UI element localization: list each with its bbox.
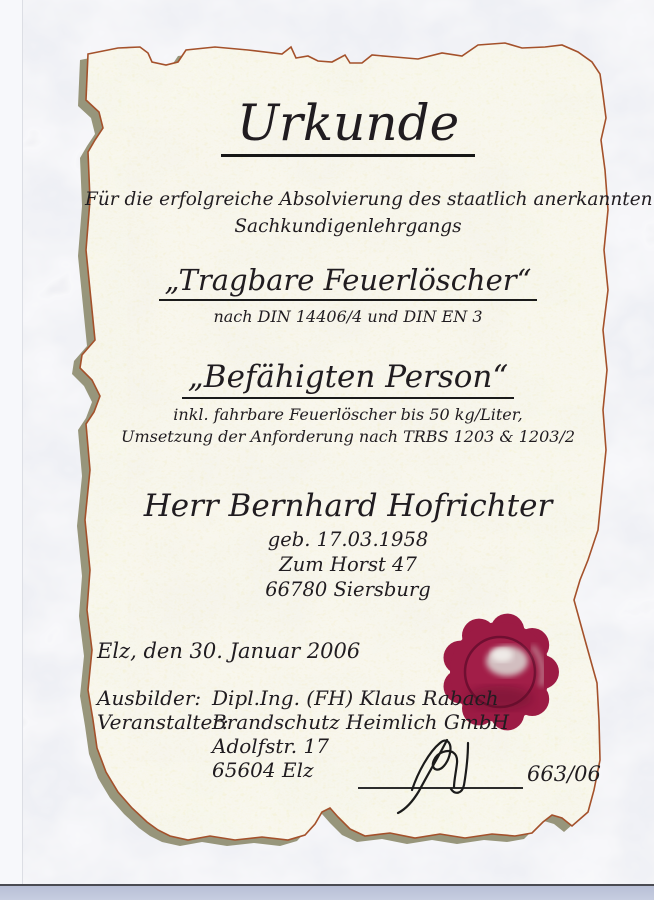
trainer-name: Dipl.Ing. (FH) Klaus Rabach [212,686,499,710]
organizer-label: Veranstalter: [97,710,229,734]
place-and-date: Elz, den 30. Januar 2006 [97,639,361,663]
recipient-city: 66780 Siersburg [265,578,431,601]
recipient-name: Herr Bernhard Hofrichter [143,488,553,524]
course-title [85,263,611,301]
intro-line-2: Sachkundigenlehrgangs [234,216,462,237]
organizer-name: Brandschutz Heimlich GmbH [212,710,510,734]
recipient-birthdate: geb. 17.03.1958 [267,528,429,551]
qualification-title [85,359,611,399]
certificate-title-text: Urkunde [221,98,475,157]
recipient-street: Zum Horst 47 [279,553,417,576]
organizer-street: Adolfstr. 17 [212,734,329,758]
certificate-title [85,94,611,157]
qualification-detail-1: inkl. fahrbare Feuerlöscher bis 50 kg/Liter, [173,405,523,424]
qualification-detail-2: Umsetzung der Anforderung nach TRBS 1203 & 1203/2 [120,427,576,446]
course-title-text: „Tragbare Feuerlöscher“ [159,266,538,301]
certificate-number: 663/06 [527,762,601,786]
organizer-city: 65604 Elz [212,758,314,782]
course-subtitle: nach DIN 14406/4 und DIN EN 3 [213,307,483,326]
intro-line-1: Für die erfolgreiche Absolvierung des staatlich anerkannten [85,189,653,210]
qualification-title-text: „Befähigten Person“ [182,362,515,399]
trainer-label: Ausbilder: [97,686,202,710]
